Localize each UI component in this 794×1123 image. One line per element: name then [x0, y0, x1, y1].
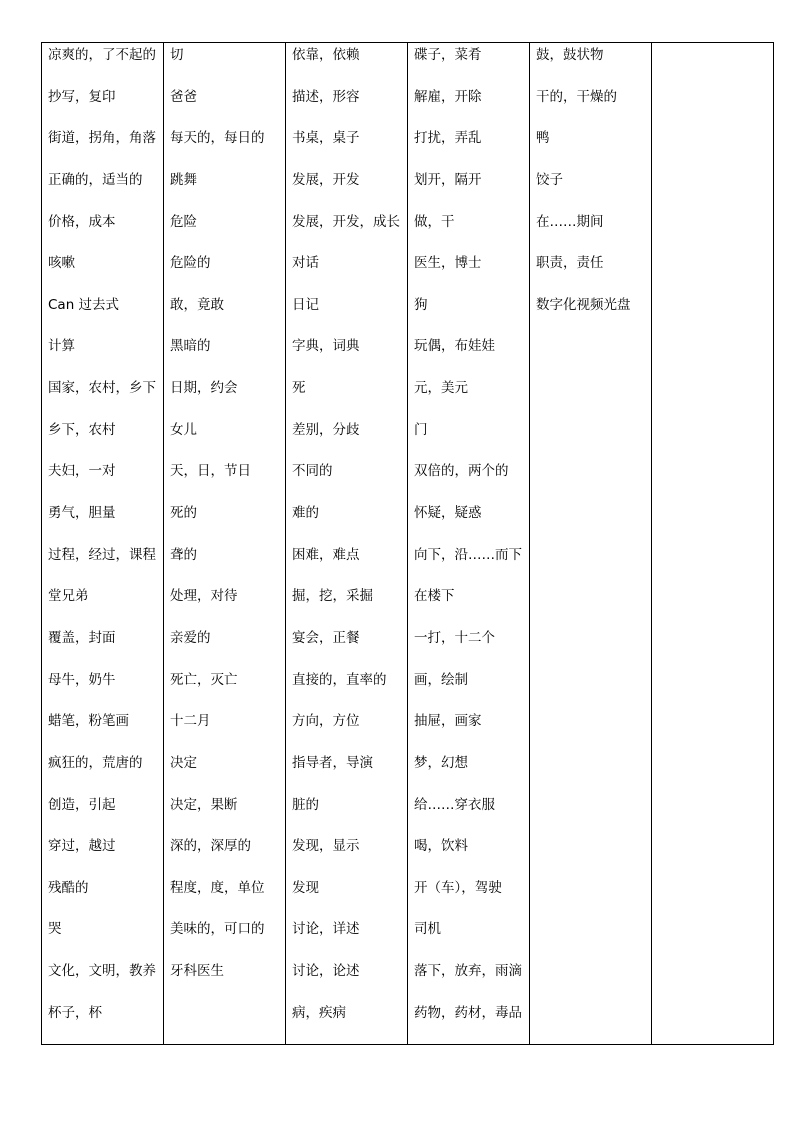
vocab-entry: 美味的，可口的 [170, 921, 265, 938]
vocab-entry: 讨论，论述 [292, 963, 360, 980]
vocab-entry: 划开，隔开 [414, 171, 482, 188]
vocab-entry: 职责，责任 [536, 255, 604, 272]
vocab-entry: 讨论，详述 [292, 921, 360, 938]
vocab-entry: 亲爱的 [170, 629, 211, 646]
vocab-entry: 指导者，导演 [292, 754, 373, 771]
vocab-entry: 饺子 [536, 171, 563, 188]
vocab-entry: 疯狂的，荒唐的 [48, 754, 143, 771]
vocab-entry: 发现 [292, 879, 319, 896]
vocab-entry: 碟子，菜肴 [414, 47, 482, 63]
vocab-entry: 街道，拐角，角落 [48, 130, 156, 147]
vocab-entry: 玩偶，布娃娃 [414, 338, 495, 355]
vocab-entry: 药物，药材，毒品 [414, 1004, 522, 1021]
vocab-entry: 梦，幻想 [414, 754, 468, 771]
column-3 [286, 43, 408, 1045]
vocab-entry: 干的，干燥的 [536, 88, 617, 105]
vocab-entry: 书桌，桌子 [292, 130, 360, 147]
vocab-entry: 女儿 [170, 421, 197, 438]
vocab-entry: 哭 [48, 921, 62, 938]
vocab-entry: 正确的，适当的 [48, 171, 143, 188]
vocab-entry: 每天的，每日的 [170, 130, 265, 147]
vocab-entry: 堂兄弟 [48, 588, 89, 605]
vocab-entry: 文化，文明，教养 [48, 963, 156, 980]
vocab-entry: 程度，度，单位 [170, 879, 265, 896]
column-1 [42, 43, 164, 1045]
vocab-entry: 打扰，弄乱 [414, 130, 482, 147]
vocab-entry: 黑暗的 [170, 338, 211, 355]
vocab-entry: 蜡笔，粉笔画 [48, 713, 129, 730]
vocab-entry: 发展，开发 [292, 171, 360, 188]
vocab-entry: 抄写，复印 [48, 88, 116, 105]
vocab-entry: 脏的 [292, 796, 319, 813]
vocab-entry: 敢，竟敢 [170, 296, 224, 313]
vocab-entry: 依靠，依赖 [292, 47, 360, 63]
vocab-entry: 国家，农村，乡下 [48, 380, 156, 397]
column-5 [530, 43, 652, 1045]
table-row [42, 43, 774, 1045]
vocab-entry: 决定 [170, 754, 197, 771]
vocab-entry: 切 [170, 47, 184, 63]
vocab-entry: 不同的 [292, 463, 333, 480]
vocab-entry: 死亡，灭亡 [170, 671, 238, 688]
vocab-entry: 牙科医生 [170, 963, 224, 980]
vocab-entry: 怀疑，疑惑 [414, 505, 482, 522]
vocab-entry: 日期，约会 [170, 380, 238, 397]
vocab-entry: 跳舞 [170, 171, 197, 188]
vocab-entry: 天，日，节日 [170, 463, 251, 480]
vocab-entry: 残酷的 [48, 879, 89, 896]
vocab-entry: 掘，挖，采掘 [292, 588, 373, 605]
vocab-entry: 凉爽的，了不起的 [48, 47, 156, 63]
vocab-entry: 困难，难点 [292, 546, 360, 563]
vocab-entry: 创造，引起 [48, 796, 116, 813]
vocab-entry: 过程，经过，课程 [48, 546, 156, 563]
vocab-entry: 直接的，直率的 [292, 671, 387, 688]
vocab-entry: 处理，对待 [170, 588, 238, 605]
vocab-entry: 日记 [292, 296, 319, 313]
vocab-entry: 价格，成本 [48, 213, 116, 230]
vocab-entry: 方向，方位 [292, 713, 360, 730]
vocab-entry: 在楼下 [414, 588, 455, 605]
vocab-entry: 喝，饮料 [414, 838, 468, 855]
vocab-entry: 母牛，奶牛 [48, 671, 116, 688]
vocab-entry: 爸爸 [170, 88, 197, 105]
vocab-entry: 决定，果断 [170, 796, 238, 813]
vocab-entry: 发现，显示 [292, 838, 360, 855]
vocab-entry: 死的 [170, 505, 197, 522]
vocab-entry: 难的 [292, 505, 319, 522]
vocab-entry: 门 [414, 421, 428, 438]
vocab-entry: 病，疾病 [292, 1004, 346, 1021]
vocab-entry: 数字化视频光盘 [536, 296, 631, 313]
vocab-entry: 司机 [414, 921, 441, 938]
vocabulary-table [41, 42, 774, 1045]
column-6 [652, 43, 774, 1045]
vocab-entry: 覆盖，封面 [48, 629, 116, 646]
vocab-entry: 杯子，杯 [48, 1004, 102, 1021]
vocab-entry: 落下，放弃，雨滴 [414, 963, 522, 980]
vocab-entry: 狗 [414, 296, 428, 313]
vocab-entry: 开（车），驾驶 [414, 879, 502, 896]
vocab-entry: 乡下，农村 [48, 421, 116, 438]
vocab-entry: Can 过去式 [48, 296, 120, 313]
vocab-entry: 差别，分歧 [292, 421, 360, 438]
vocab-entry: 穿过，越过 [48, 838, 116, 855]
vocab-entry: 描述，形容 [292, 88, 360, 105]
vocab-entry: 双倍的，两个的 [414, 463, 509, 480]
vocab-entry: 咳嗽 [48, 255, 75, 272]
vocab-entry: 聋的 [170, 546, 197, 563]
vocab-entry: 字典，词典 [292, 338, 360, 355]
vocab-entry: 计算 [48, 338, 75, 355]
vocab-entry: 鼓，鼓状物 [536, 47, 604, 63]
vocab-entry: 做，干 [414, 213, 455, 230]
vocab-entry: 危险 [170, 213, 197, 230]
vocab-entry: 在……期间 [536, 213, 604, 230]
vocab-entry: 鸭 [536, 130, 550, 147]
vocab-entry: 向下，沿……而下 [414, 546, 522, 563]
vocab-entry: 勇气，胆量 [48, 505, 116, 522]
vocab-entry: 危险的 [170, 255, 211, 272]
vocab-entry: 画，绘制 [414, 671, 468, 688]
vocab-entry: 对话 [292, 255, 319, 272]
column-2 [164, 43, 286, 1045]
vocab-entry: 给……穿衣服 [414, 796, 495, 813]
column-4 [408, 43, 530, 1045]
vocab-entry: 十二月 [170, 713, 211, 730]
vocab-entry: 发展，开发，成长 [292, 213, 400, 230]
vocab-entry: 深的，深厚的 [170, 838, 251, 855]
vocab-entry: 宴会，正餐 [292, 629, 360, 646]
vocab-entry: 元，美元 [414, 380, 468, 397]
vocab-entry: 死 [292, 380, 306, 397]
vocab-entry: 抽屉，画家 [414, 713, 482, 730]
vocab-entry: 一打，十二个 [414, 629, 495, 646]
vocab-entry: 解雇，开除 [414, 88, 482, 105]
vocab-entry: 医生，博士 [414, 255, 482, 272]
vocab-entry: 夫妇，一对 [48, 463, 116, 480]
